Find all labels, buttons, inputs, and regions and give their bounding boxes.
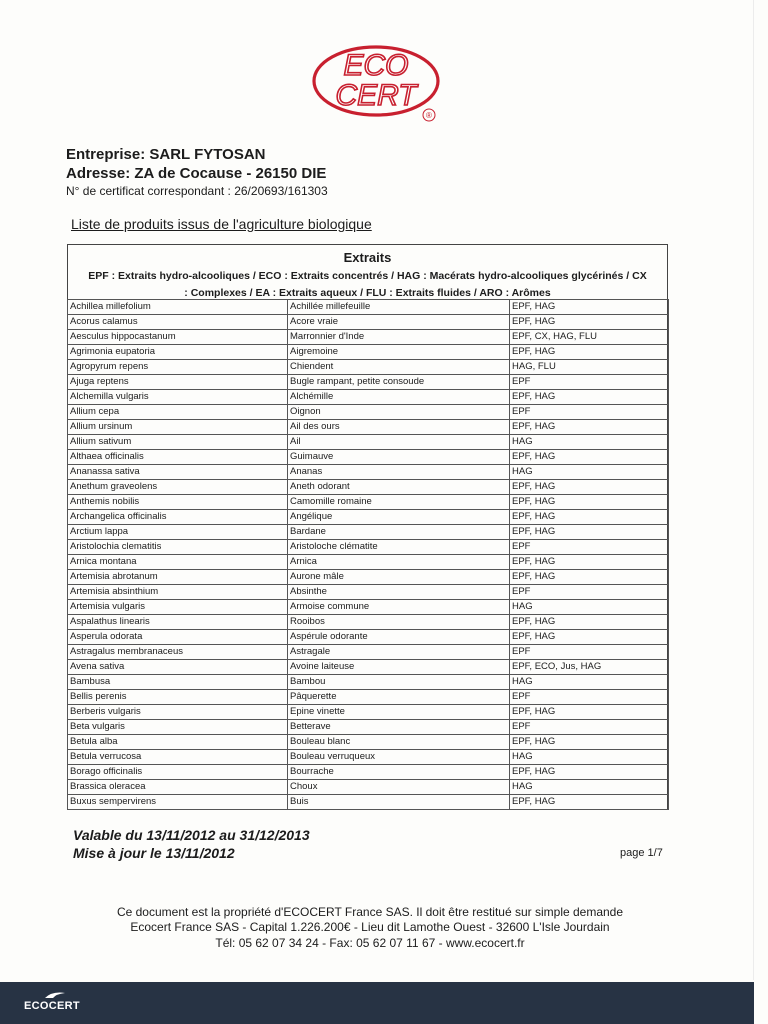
common-name-cell: Ail des ours (288, 420, 510, 435)
table-row (68, 645, 669, 660)
extract-types-cell: EPF, HAG (510, 510, 669, 525)
common-name-cell: Bouleau verruqueux (288, 750, 510, 765)
extract-types-cell: EPF, HAG (510, 630, 669, 645)
table-row (68, 330, 669, 345)
common-name-cell: Alchémille (288, 390, 510, 405)
extract-types-cell: EPF, HAG (510, 705, 669, 720)
table-row (68, 705, 669, 720)
latin-name-cell: Ajuga reptens (68, 375, 288, 390)
ecocert-logo (310, 35, 450, 135)
common-name-cell: Betterave (288, 720, 510, 735)
latin-name-cell: Archangelica officinalis (68, 510, 288, 525)
update-date: Mise à jour le 13/11/2012 (73, 845, 235, 861)
latin-name-cell: Buxus sempervirens (68, 795, 288, 810)
latin-name-cell: Aesculus hippocastanum (68, 330, 288, 345)
extract-types-cell: EPF, HAG (510, 390, 669, 405)
latin-name-cell: Agrimonia eupatoria (68, 345, 288, 360)
latin-name-cell: Brassica oleracea (68, 780, 288, 795)
extract-types-cell: EPF (510, 690, 669, 705)
extract-types-cell: EPF, CX, HAG, FLU (510, 330, 669, 345)
latin-name-cell: Asperula odorata (68, 630, 288, 645)
common-name-cell: Bambou (288, 675, 510, 690)
table-row (68, 630, 669, 645)
common-name-cell: Bardane (288, 525, 510, 540)
extract-types-cell: HAG (510, 465, 669, 480)
common-name-cell: Marronnier d'Inde (288, 330, 510, 345)
extract-types-cell: EPF, HAG (510, 735, 669, 750)
table-row (68, 660, 669, 675)
common-name-cell: Avoine laiteuse (288, 660, 510, 675)
legend-line-2: : Complexes / EA : Extraits aqueux / FLU : Extraits fluides / ARO : Arômes (184, 287, 551, 299)
extract-types-cell: EPF, HAG (510, 450, 669, 465)
footer-logo-text: ECOCERT (24, 1000, 80, 1012)
latin-name-cell: Allium sativum (68, 435, 288, 450)
table-row (68, 675, 669, 690)
common-name-cell: Aspérule odorante (288, 630, 510, 645)
common-name-cell: Aneth odorant (288, 480, 510, 495)
validity-period: Valable du 13/11/2012 au 31/12/2013 (73, 827, 310, 843)
certificate-number: N° de certificat correspondant : 26/20693/161303 (66, 184, 328, 198)
latin-name-cell: Arctium lappa (68, 525, 288, 540)
table-row (68, 690, 669, 705)
common-name-cell: Camomille romaine (288, 495, 510, 510)
table-row (68, 345, 669, 360)
table-row (68, 465, 669, 480)
common-name-cell: Aristoloche clématite (288, 540, 510, 555)
page-edge-line (753, 0, 754, 980)
extract-types-cell: EPF (510, 585, 669, 600)
table-row (68, 735, 669, 750)
list-title: Liste de produits issus de l'agriculture biologique (71, 216, 372, 232)
logo-registered: ® (426, 111, 432, 120)
common-name-cell: Guimauve (288, 450, 510, 465)
extract-types-cell: EPF, HAG (510, 795, 669, 810)
extract-types-cell: HAG (510, 600, 669, 615)
latin-name-cell: Beta vulgaris (68, 720, 288, 735)
common-name-cell: Acore vraie (288, 315, 510, 330)
common-name-cell: Aurone mâle (288, 570, 510, 585)
latin-name-cell: Alchemilla vulgaris (68, 390, 288, 405)
extract-types-cell: EPF (510, 405, 669, 420)
extract-types-cell: EPF, HAG (510, 495, 669, 510)
table-row (68, 420, 669, 435)
table-row (68, 435, 669, 450)
latin-name-cell: Artemisia vulgaris (68, 600, 288, 615)
common-name-cell: Achillée millefeuille (288, 300, 510, 315)
company-address: Adresse: ZA de Cocause - 26150 DIE (66, 165, 327, 182)
bird-icon (44, 990, 66, 1000)
latin-name-cell: Achillea millefolium (68, 300, 288, 315)
table-title: Extraits (343, 250, 392, 265)
extract-types-cell: EPF, HAG (510, 345, 669, 360)
latin-name-cell: Agropyrum repens (68, 360, 288, 375)
latin-name-cell: Althaea officinalis (68, 450, 288, 465)
common-name-cell: Choux (288, 780, 510, 795)
table-row (68, 405, 669, 420)
latin-name-cell: Astragalus membranaceus (68, 645, 288, 660)
table-row (68, 585, 669, 600)
extract-types-cell: HAG (510, 675, 669, 690)
latin-name-cell: Bambusa (68, 675, 288, 690)
table-row (68, 375, 669, 390)
table-row (68, 510, 669, 525)
extract-types-cell: EPF, HAG (510, 420, 669, 435)
extract-types-cell: EPF, HAG (510, 570, 669, 585)
legend-line-1: EPF : Extraits hydro-alcooliques / ECO : Extraits concentrés / HAG : Macérats hydro-alcooliques glycérinés / CX (88, 270, 647, 282)
extract-types-cell: HAG (510, 435, 669, 450)
extract-types-cell: EPF (510, 645, 669, 660)
footer-company-address: Ecocert France SAS - Capital 1.226.200€ - Lieu dit Lamothe Ouest - 32600 L'Isle Jourdain (130, 920, 610, 934)
latin-name-cell: Aristolochia clematitis (68, 540, 288, 555)
latin-name-cell: Artemisia absinthium (68, 585, 288, 600)
extract-types-cell: EPF, HAG (510, 300, 669, 315)
latin-name-cell: Allium cepa (68, 405, 288, 420)
common-name-cell: Astragale (288, 645, 510, 660)
latin-name-cell: Allium ursinum (68, 420, 288, 435)
footer-contact: Tél: 05 62 07 34 24 - Fax: 05 62 07 11 67 - www.ecocert.fr (215, 936, 525, 950)
extract-types-cell: HAG, FLU (510, 360, 669, 375)
table-row (68, 600, 669, 615)
footer-ownership: Ce document est la propriété d'ECOCERT France SAS. Il doit être restitué sur simple demande (116, 905, 624, 919)
table-row (68, 450, 669, 465)
table-row (68, 315, 669, 330)
products-table (67, 244, 668, 810)
latin-name-cell: Avena sativa (68, 660, 288, 675)
products-grid-body (68, 300, 669, 810)
common-name-cell: Bugle rampant, petite consoude (288, 375, 510, 390)
common-name-cell: Epine vinette (288, 705, 510, 720)
table-legend (68, 266, 667, 302)
table-row (68, 780, 669, 795)
extract-types-cell: EPF, ECO, Jus, HAG (510, 660, 669, 675)
latin-name-cell: Artemisia abrotanum (68, 570, 288, 585)
extract-types-cell: EPF, HAG (510, 525, 669, 540)
common-name-cell: Ail (288, 435, 510, 450)
common-name-cell: Pâquerette (288, 690, 510, 705)
table-row (68, 555, 669, 570)
common-name-cell: Buis (288, 795, 510, 810)
extract-types-cell: EPF, HAG (510, 765, 669, 780)
extract-types-cell: EPF, HAG (510, 315, 669, 330)
table-row (68, 615, 669, 630)
latin-name-cell: Anethum graveolens (68, 480, 288, 495)
logo-line2: CERT (335, 79, 417, 112)
table-row (68, 480, 669, 495)
table-row (68, 495, 669, 510)
table-row (68, 720, 669, 735)
common-name-cell: Ananas (288, 465, 510, 480)
latin-name-cell: Arnica montana (68, 555, 288, 570)
common-name-cell: Rooibos (288, 615, 510, 630)
common-name-cell: Chiendent (288, 360, 510, 375)
extract-types-cell: EPF (510, 540, 669, 555)
products-grid (67, 299, 669, 810)
latin-name-cell: Anthemis nobilis (68, 495, 288, 510)
latin-name-cell: Betula verrucosa (68, 750, 288, 765)
table-row (68, 390, 669, 405)
logo-line1: ECO (343, 49, 409, 82)
common-name-cell: Angélique (288, 510, 510, 525)
extract-types-cell: EPF (510, 720, 669, 735)
common-name-cell: Bouleau blanc (288, 735, 510, 750)
latin-name-cell: Berberis vulgaris (68, 705, 288, 720)
extract-types-cell: EPF (510, 375, 669, 390)
common-name-cell: Bourrache (288, 765, 510, 780)
table-header (68, 245, 667, 300)
extract-types-cell: EPF, HAG (510, 615, 669, 630)
table-row (68, 795, 669, 810)
extract-types-cell: HAG (510, 750, 669, 765)
extract-types-cell: EPF, HAG (510, 555, 669, 570)
table-row (68, 750, 669, 765)
company-name: Entreprise: SARL FYTOSAN (66, 146, 266, 163)
footer-bar (0, 982, 754, 1024)
table-row (68, 540, 669, 555)
table-row (68, 525, 669, 540)
page-number: page 1/7 (620, 847, 663, 859)
common-name-cell: Armoise commune (288, 600, 510, 615)
common-name-cell: Arnica (288, 555, 510, 570)
table-row (68, 570, 669, 585)
common-name-cell: Aigremoine (288, 345, 510, 360)
footer-logo (24, 1000, 80, 1012)
extract-types-cell: HAG (510, 780, 669, 795)
latin-name-cell: Aspalathus linearis (68, 615, 288, 630)
table-row (68, 300, 669, 315)
table-row (68, 765, 669, 780)
extract-types-cell: EPF, HAG (510, 480, 669, 495)
common-name-cell: Oignon (288, 405, 510, 420)
latin-name-cell: Ananassa sativa (68, 465, 288, 480)
table-row (68, 360, 669, 375)
latin-name-cell: Acorus calamus (68, 315, 288, 330)
latin-name-cell: Bellis perenis (68, 690, 288, 705)
latin-name-cell: Betula alba (68, 735, 288, 750)
latin-name-cell: Borago officinalis (68, 765, 288, 780)
common-name-cell: Absinthe (288, 585, 510, 600)
